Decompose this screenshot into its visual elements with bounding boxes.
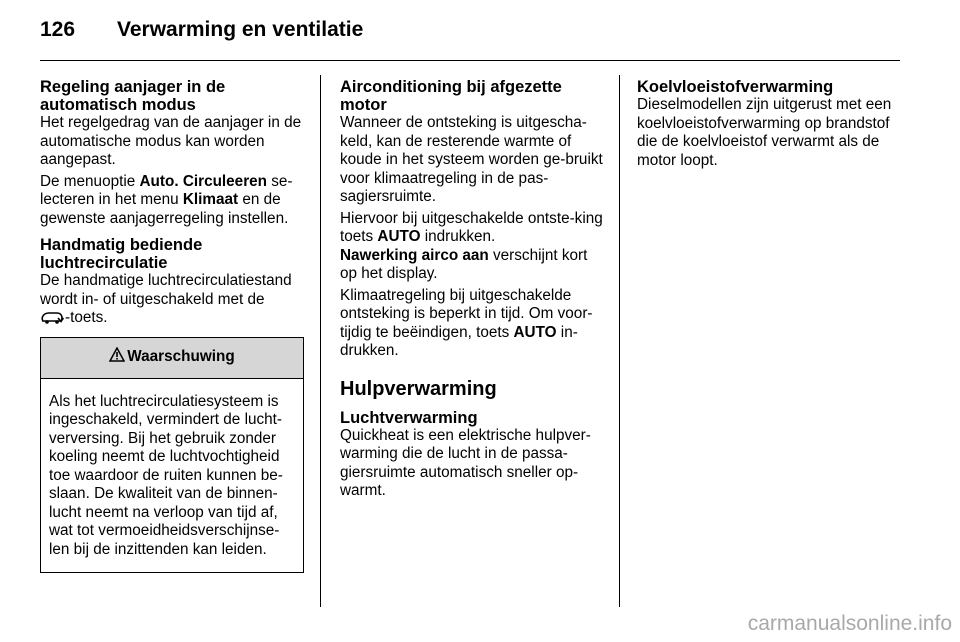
column-3 [637, 78, 902, 170]
ac-4-prefix: Klimaatregeling bij uitgeschakelde ontsteking is beperkt in tijd. Om voor-tijdig te beëindigen, toets [340, 286, 593, 341]
header-rule [40, 60, 900, 61]
warning-box [40, 337, 304, 574]
heading-coolant-heater: Koelvloeistofverwarming [637, 78, 834, 96]
column-divider-1 [320, 75, 321, 607]
warning-text: Als het luchtrecirculatiesysteem is ingeschakeld, vermindert de lucht-verversing. Bij het gebruik zonder koeling neemt de luchtvochtigheid toe waardoor de ruiten kunnen be-slaan. De kwaliteit van de binnen-lucht neemt na verloop van tijd af, wat tot vermoeidheidsverschijnse-len bij de inzittenden kan leiden. [49, 392, 283, 558]
menu-text-prefix: De menuoptie [40, 172, 140, 190]
menu-text-suffix: en de gewenste aanjagerregeling instellen. [40, 191, 289, 227]
ac-4-suffix: in-drukken. [340, 323, 578, 359]
heading-ac-engine-off: Airconditioning bij afgezette motor [340, 78, 562, 114]
heading-recirculation: Handmatig bediende luchtrecirculatie [40, 236, 203, 272]
warning-title: Waarschuwing [127, 348, 235, 366]
column-1 [40, 78, 304, 573]
paragraph-ac-2 [340, 210, 605, 247]
warning-triangle-icon [109, 347, 125, 368]
paragraph-ac-4 [340, 287, 605, 361]
warning-header [41, 338, 303, 379]
paragraph-menu-option [40, 173, 304, 229]
warning-body [41, 379, 303, 573]
column-divider-2 [619, 75, 620, 607]
menu-text-middle: se-lecteren in het menu [40, 172, 293, 208]
heading-air-heater: Luchtverwarming [340, 408, 478, 427]
paragraph-ac-3 [340, 247, 605, 284]
menu-option-label: Auto. Circuleeren [139, 172, 267, 190]
watermark: carmanualsonline.info [747, 612, 952, 635]
page-number: 126 [40, 18, 76, 41]
heading-blower-auto: Regeling aanjager in de automatisch modus [40, 78, 226, 114]
display-message-label: Nawerking airco aan [340, 246, 489, 264]
ac-2-suffix: indrukken. [420, 228, 496, 245]
recirc-text-suffix: -toets. [65, 309, 108, 326]
chapter-title: Verwarming en ventilatie [117, 18, 364, 41]
paragraph-air-heater: Quickheat is een elektrische hulpver-warming die de lucht in de passa-giersruimte automatisch sneller op-warmt. [340, 426, 591, 499]
paragraph-coolant-heater: Dieselmodellen zijn uitgerust met een koelvloeistofverwarming op brandstof die de koelvloeistof verwarmt als de motor loopt. [637, 96, 892, 169]
air-recirculation-icon [40, 310, 64, 330]
ac-2-prefix: Hiervoor bij uitgeschakelde ontste-king toets [340, 209, 603, 245]
auto-button-label: AUTO [377, 228, 421, 245]
menu-name-label: Klimaat [182, 191, 239, 208]
recirc-text: De handmatige luchtrecirculatiestand wordt in- of uitgeschakeld met de [40, 272, 292, 308]
paragraph-recirculation [40, 272, 304, 330]
ac-3-suffix: verschijnt kort op het display. [340, 246, 588, 282]
auto-button-label-2: AUTO [513, 323, 557, 341]
paragraph-ac-1: Wanneer de ontsteking is uitgescha-keld, kan de resterende warmte of koude in het systeem worden ge-bruikt voor klimaatregeling in de pas-sagiersruimte. [340, 114, 603, 205]
paragraph-blower-auto: Het regelgedrag van de aanjager in de automatische modus kan worden aangepast. [40, 114, 302, 168]
column-2 [340, 78, 605, 501]
heading-auxiliary-heating: Hulpverwarming [340, 377, 497, 400]
